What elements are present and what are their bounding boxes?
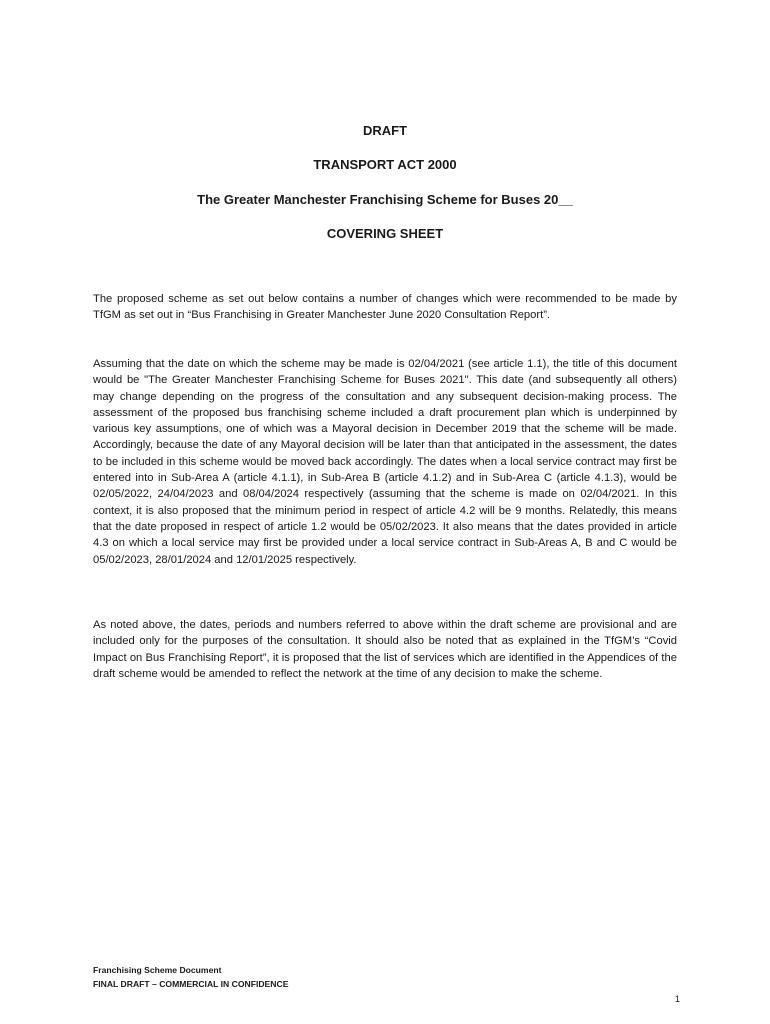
act-title: TRANSPORT ACT 2000 bbox=[313, 157, 457, 172]
draft-label: DRAFT bbox=[362, 123, 408, 138]
footer-status: FINAL DRAFT – COMMERCIAL IN CONFIDENCE bbox=[93, 979, 289, 989]
covering-sheet-title: COVERING SHEET bbox=[326, 226, 444, 241]
paragraph-provisional: As noted above, the dates, periods and numbers referred to above within the draft scheme are provisional and are included only for the purposes of the consultation. It should also be noted that as explained in the TfGM’s “Covid Impact on Bus Franchising Report”, it is proposed that the list of services which are identified in the Appendices of the draft scheme would be amended to reflect the network at the time of any decision to make the scheme. bbox=[93, 619, 677, 680]
scheme-title: The Greater Manchester Franchising Scheme for Buses 20__ bbox=[197, 192, 573, 207]
page-number: 1 bbox=[674, 994, 680, 1004]
paragraph-dates: Assuming that the date on which the scheme may be made is 02/04/2021 (see article 1.1), the title of this document would be "The Greater Manchester Franchising Scheme for Buses 2021". This date (and subsequently all others) may change depending on the progress of the consultation and any subsequent decision-making process. The assessment of the proposed bus franchising scheme included a draft procurement plan which is underpinned by various key assumptions, one of which was a Mayoral decision in December 2019 that the scheme will be made. Accordingly, because the date of any Mayoral decision will be later than that anticipated in the assessment, the dates to be included in this scheme would be moved back accordingly. The dates when a local service contract may first be entered into in Sub-Area A (article 4.1.1), in Sub-Area B (article 4.1.2) and in Sub-Area C (article 4.1.3), would be 02/05/2022, 24/04/2023 and 08/04/2024 respectively (assuming that the scheme is made on 02/04/2021. In this context, it is also proposed that the minimum period in respect of article 4.2 will be 9 months. Relatedly, this means that the date proposed in respect of article 1.2 would be 05/02/2023. It also means that the dates provided in article 4.3 on which a local service may first be provided under a local service contract in Sub-Areas A, B and C would be 05/02/2023, 28/01/2024 and 12/01/2025 respectively. bbox=[93, 358, 677, 566]
footer-doc-name: Franchising Scheme Document bbox=[93, 965, 222, 975]
paragraph-intro: The proposed scheme as set out below contains a number of changes which were recommended to be made by TfGM as set out in “Bus Franchising in Greater Manchester June 2020 Consultation Report”. bbox=[93, 293, 677, 322]
